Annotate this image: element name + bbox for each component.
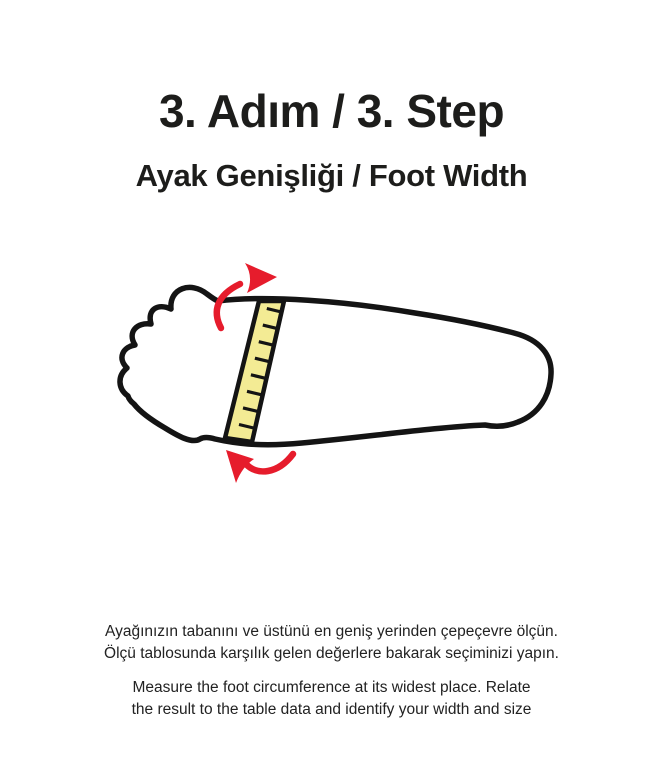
instruction-english <box>0 677 663 721</box>
instruction-turkish-line2: Ölçü tablosunda karşılık gelen değerlere bakarak seçiminizi yapın. <box>104 645 559 662</box>
foot-measurement-illustration <box>105 255 565 490</box>
wrap-arrow-bottom-tail <box>246 454 293 471</box>
instruction-turkish <box>0 621 663 665</box>
wrap-arrow-top-head <box>245 263 277 293</box>
instruction-english-line1: Measure the foot circumference at its widest place. Relate <box>132 679 531 696</box>
instruction-english-line2: the result to the table data and identify your width and size <box>131 701 532 718</box>
instruction-turkish-line1: Ayağınızın tabanını ve üstünü en geniş yerinden çepeçevre ölçün. <box>105 623 558 640</box>
foot-fill <box>120 287 551 444</box>
section-subtitle: Ayak Genişliği / Foot Width <box>135 158 528 193</box>
wrap-arrow-bottom <box>226 450 293 483</box>
step-title: 3. Adım / 3. Step <box>158 85 505 137</box>
foot-diagram-svg <box>105 255 565 490</box>
